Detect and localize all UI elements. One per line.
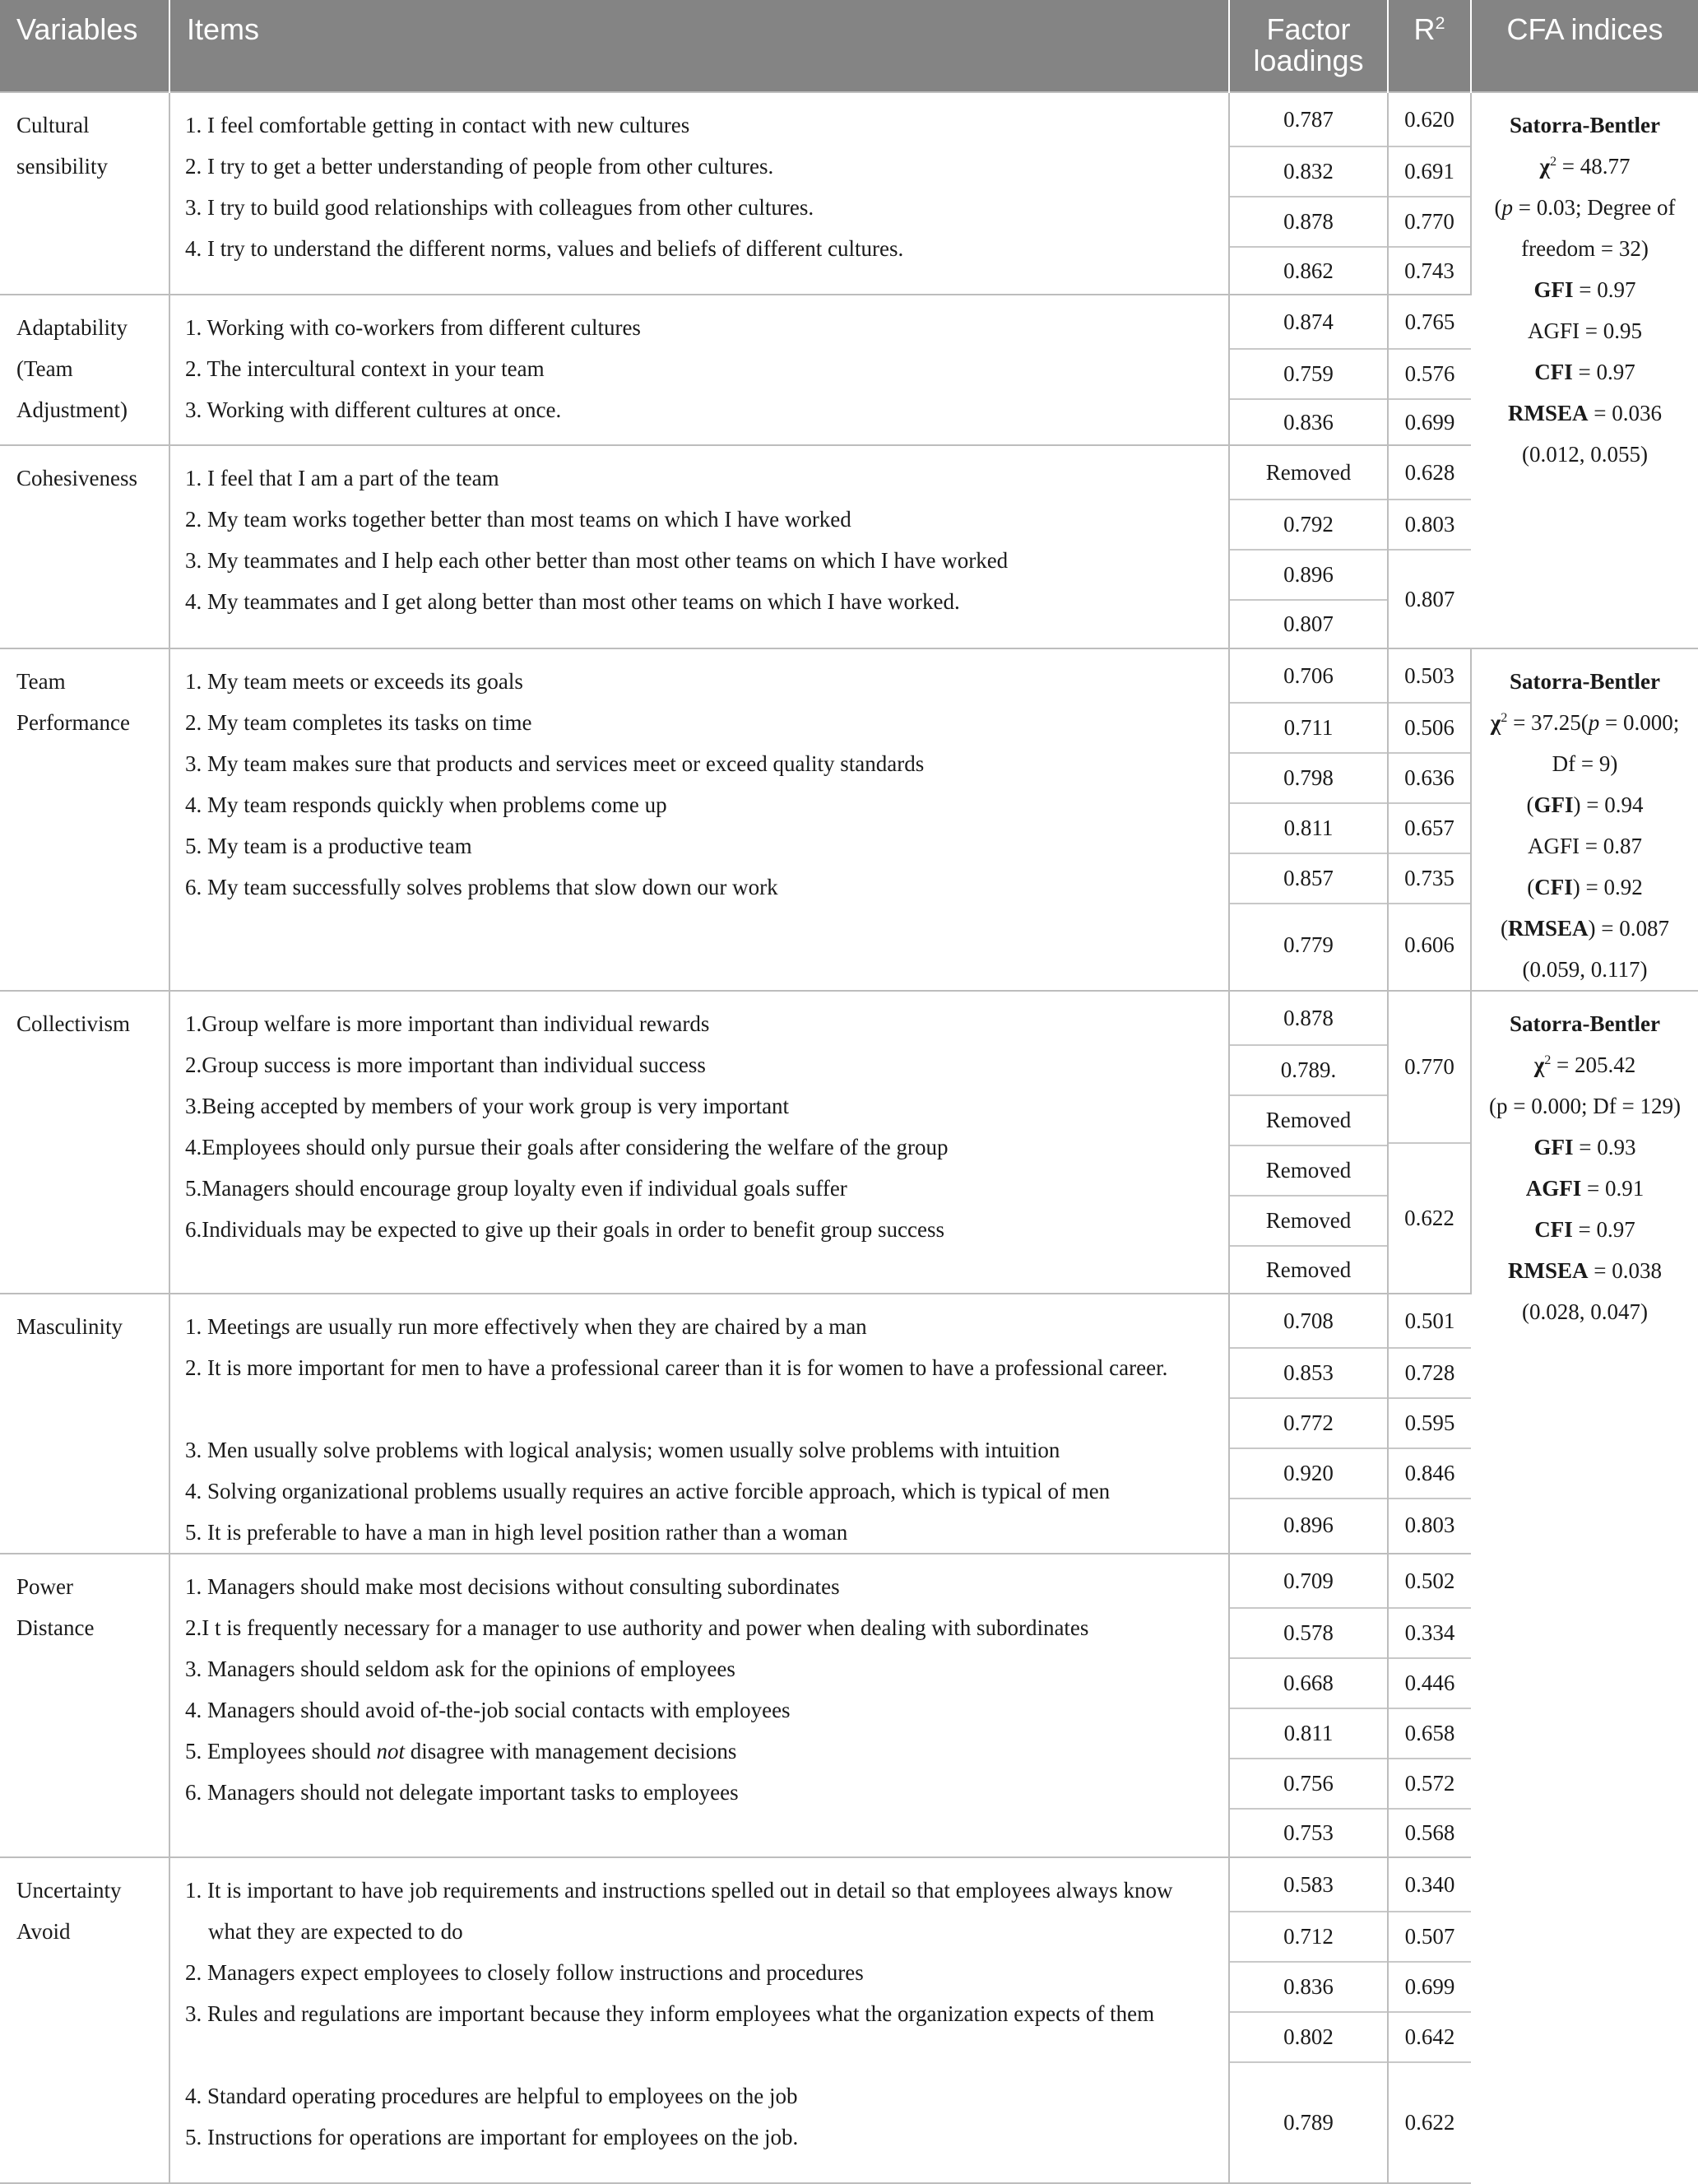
item-text: 1. Working with co-workers from different cultures [185, 315, 641, 340]
r2-value: 0.622 [1389, 1142, 1470, 1293]
r2-value: 0.699 [1389, 1961, 1471, 2011]
items-cell [169, 92, 1229, 295]
item-text: 2. My team works together better than most teams on which I have worked [185, 507, 851, 532]
variable-group-row [0, 1857, 1698, 2183]
item-text: 5. It is preferable to have a man in high level position rather than a woman [185, 1520, 848, 1545]
factor-loading-value: 0.668 [1230, 1657, 1387, 1708]
variable-name-cell [0, 1554, 169, 1857]
item-text: 4. My teammates and I get along better than most other teams on which I have worked. [185, 589, 960, 614]
cfa-line [1477, 393, 1693, 434]
factor-loading-value: 0.787 [1283, 106, 1334, 132]
item-text: 3. Managers should seldom ask for the opinions of employees [185, 1657, 735, 1681]
item-list [170, 1294, 1228, 1553]
item-text: 5. My team is a productive team [185, 834, 472, 858]
r2-value: 0.807 [1389, 549, 1471, 648]
factor-loading-value: 0.853 [1230, 1347, 1387, 1397]
factor-loading-value: 0.706 [1283, 662, 1334, 688]
r2-value: 0.502 [1404, 1568, 1455, 1593]
factor-loading-value: 0.789. [1230, 1044, 1387, 1094]
factor-loading-value-stack [1230, 446, 1387, 648]
factor-loading-value-stack [1230, 295, 1387, 444]
variable-name [0, 295, 169, 430]
factor-loading-value: 0.802 [1230, 2011, 1387, 2061]
variable-group-row [0, 648, 1698, 991]
r2-cell [1388, 1294, 1471, 1554]
factor-loading-value: 0.878 [1230, 196, 1387, 246]
header-cfa-indices: CFA indices [1471, 0, 1698, 92]
factor-loading-value: 0.578 [1230, 1607, 1387, 1657]
item-list [170, 992, 1228, 1250]
factor-loading-value: 0.862 [1230, 246, 1387, 294]
item-text: 3. My team makes sure that products and services meet or exceed quality standards [185, 751, 925, 776]
variable-group-row [0, 295, 1698, 445]
factor-loadings-cell [1229, 445, 1388, 648]
item-text: 3.Being accepted by members of your work group is very important [185, 1094, 790, 1118]
variable-name-line: Team [16, 669, 66, 694]
item-text: 3. My teammates and I help each other better than most other teams on which I have worked [185, 548, 1009, 573]
cfa-line [1477, 908, 1693, 949]
r2-cell [1388, 92, 1471, 295]
factor-loading-value: 0.712 [1230, 1911, 1387, 1961]
factor-loading-value: Removed [1230, 1195, 1387, 1245]
cfa-text: Satorra-Bentler [1510, 1011, 1660, 1036]
r2-value-stack [1389, 1554, 1471, 1856]
items-cell [169, 1857, 1229, 2183]
variable-name [0, 649, 169, 743]
r2-value: 0.628 [1404, 459, 1455, 485]
r2-cell [1388, 295, 1471, 445]
cfa-indices-cell [1471, 92, 1698, 648]
cfa-text: AGFI = 0.87 [1528, 834, 1642, 858]
header-factor-loadings-line2: loadings [1253, 44, 1364, 77]
cfa-text: GFI [1533, 792, 1574, 817]
cfa-line [1477, 1044, 1693, 1085]
r2-value-stack [1389, 649, 1470, 985]
cfa-text: Satorra-Bentler [1510, 113, 1660, 137]
cfa-text: ( [1501, 916, 1508, 941]
header-factor-loadings-line1: Factor [1266, 12, 1351, 46]
r2-cell [1388, 648, 1471, 991]
item-list [170, 649, 1228, 908]
factor-loading-value: 0.779 [1230, 903, 1387, 985]
r2-value: 0.334 [1389, 1607, 1471, 1657]
factor-loading-value-stack [1230, 93, 1387, 294]
item-text: 4. Managers should avoid of-the-job social contacts with employees [185, 1698, 791, 1722]
variable-name-line: Cultural [16, 113, 90, 137]
cfa-superscript: 2 [1544, 1053, 1552, 1067]
variable-name [0, 1858, 169, 1952]
header-r2-base: R [1413, 12, 1436, 46]
r2-value: 0.846 [1389, 1447, 1471, 1498]
factor-loading-value: Removed [1230, 1245, 1387, 1293]
cfa-text: = 0.97 [1572, 360, 1635, 384]
factor-loading-value-stack [1230, 1858, 1387, 2182]
cfa-line [1477, 743, 1693, 784]
r2-value: 0.765 [1404, 309, 1455, 334]
cfa-line [1477, 825, 1693, 867]
cfa-text: χ [1539, 154, 1550, 179]
r2-value: 0.446 [1389, 1657, 1471, 1708]
factor-loadings-cell [1229, 648, 1388, 991]
item-list [170, 295, 1228, 430]
variable-name-line: Power [16, 1574, 73, 1599]
cfa-text: RMSEA [1508, 916, 1589, 941]
r2-value: 0.642 [1389, 2011, 1471, 2061]
variable-name-line: Uncertainty [16, 1878, 122, 1903]
variable-name-cell [0, 648, 169, 991]
r2-cell [1388, 1857, 1471, 2183]
factor-loading-value: 0.874 [1283, 309, 1334, 334]
factor-loading-value: 0.711 [1230, 702, 1387, 752]
header-items: Items [169, 0, 1229, 92]
r2-cell [1388, 445, 1471, 648]
factor-loading-value: 0.772 [1230, 1397, 1387, 1447]
item-list [170, 93, 1228, 269]
variable-group-row [0, 1554, 1698, 1857]
factor-loading-value: 0.811 [1230, 802, 1387, 853]
r2-value-stack [1389, 992, 1470, 1293]
variable-name-line: Adaptability [16, 315, 128, 340]
cfa-line [1477, 146, 1693, 187]
r2-value: 0.568 [1389, 1808, 1471, 1856]
item-text: 1. I feel comfortable getting in contact with new cultures [185, 113, 690, 137]
cfa-text: ( [1526, 792, 1534, 817]
items-cell [169, 991, 1229, 1294]
cfa-text: p [1588, 710, 1600, 735]
item-text: 2. It is more important for men to have a professional career than it is for women to have a professional career. [185, 1355, 1168, 1380]
factor-loading-value: 0.789 [1230, 2061, 1387, 2182]
factor-loading-value: 0.836 [1230, 398, 1387, 444]
cfa-text: = 37.25( [1507, 710, 1589, 735]
r2-value: 0.803 [1389, 1498, 1471, 1550]
variable-name-line: Avoid [16, 1919, 71, 1944]
item-text: 1. I feel that I am a part of the team [185, 466, 499, 490]
cfa-line [1477, 949, 1693, 990]
emphasis-text: not [376, 1739, 405, 1763]
variable-name-line: (Team [16, 356, 73, 381]
factor-loading-value: 0.878 [1283, 1005, 1334, 1030]
cfa-superscript: 2 [1549, 154, 1557, 169]
r2-value: 0.735 [1389, 853, 1470, 903]
cfa-line [1477, 269, 1693, 310]
factor-loading-value: 0.753 [1230, 1808, 1387, 1856]
items-cell [169, 1294, 1229, 1554]
factor-loading-value: 0.896 [1230, 549, 1387, 599]
item-text: 3. I try to build good relationships with colleagues from other cultures. [185, 195, 814, 220]
header-r2 [1388, 0, 1471, 92]
variable-name-cell [0, 295, 169, 445]
r2-value-stack [1389, 295, 1471, 444]
item-text: 1. Managers should make most decisions without consulting subordinates [185, 1574, 840, 1599]
cfa-line [1477, 105, 1693, 146]
cfa-line [1477, 187, 1693, 228]
cfa-line [1477, 867, 1693, 908]
factor-loading-value: Removed [1230, 1145, 1387, 1195]
factor-loading-value: 0.756 [1230, 1758, 1387, 1808]
item-text: 2. The intercultural context in your team [185, 356, 545, 381]
cfa-line [1477, 702, 1693, 743]
r2-value: 0.622 [1389, 2061, 1471, 2182]
item-text: 4. I try to understand the different norms, values and beliefs of different cultures. [185, 236, 904, 261]
cfa-line [1477, 1085, 1693, 1127]
factor-loading-value: 0.759 [1230, 348, 1387, 398]
factor-loading-value-stack [1230, 649, 1387, 985]
header-row [0, 0, 1698, 92]
cfa-line [1477, 784, 1693, 825]
cfa-text: = 0.91 [1581, 1176, 1645, 1201]
variable-name-cell [0, 991, 169, 1294]
variable-group-row [0, 92, 1698, 295]
factor-loading-value: 0.807 [1230, 599, 1387, 648]
r2-value: 0.691 [1389, 146, 1470, 196]
variable-name [0, 992, 169, 1044]
r2-value: 0.506 [1389, 702, 1470, 752]
factor-loadings-cell [1229, 1857, 1388, 2183]
items-cell [169, 648, 1229, 991]
cfa-text: (0.028, 0.047) [1522, 1299, 1648, 1324]
cfa-text: freedom = 32) [1521, 236, 1649, 261]
cfa-text: = 205.42 [1551, 1053, 1636, 1077]
r2-value: 0.576 [1389, 348, 1471, 398]
cfa-text: AGFI = 0.95 [1528, 318, 1642, 343]
cfa-text: Satorra-Bentler [1510, 669, 1660, 694]
variable-group-row [0, 991, 1698, 1294]
item-list [170, 446, 1228, 622]
cfa-text: (0.012, 0.055) [1522, 442, 1648, 467]
factor-loading-value: 0.708 [1283, 1308, 1334, 1333]
cfa-text: p [1501, 195, 1514, 220]
variable-name [0, 93, 169, 187]
factor-loading-value: 0.709 [1283, 1568, 1334, 1593]
variable-name-cell [0, 1294, 169, 1554]
item-text: 5. Instructions for operations are important for employees on the job. [185, 2125, 799, 2149]
variable-name-line: sensibility [16, 154, 109, 179]
variable-name [0, 1294, 169, 1347]
cfa-text: = 0.000; [1599, 710, 1680, 735]
factor-loading-value-stack [1230, 1294, 1387, 1550]
variable-group-row [0, 1294, 1698, 1554]
header-factor-loadings [1229, 0, 1388, 92]
cfa-indices-cell [1471, 991, 1698, 2183]
factor-loadings-cell [1229, 1554, 1388, 1857]
item-text: 6. Managers should not delegate important tasks to employees [185, 1780, 739, 1805]
cfa-text: = 0.038 [1588, 1258, 1662, 1283]
cfa-text: ) = 0.087 [1588, 916, 1669, 941]
r2-value: 0.743 [1389, 246, 1470, 294]
item-text: 2.I t is frequently necessary for a manager to use authority and power when dealing with subordinates [185, 1615, 1089, 1640]
cfa-text: RMSEA [1508, 401, 1589, 425]
cfa-text: ) = 0.92 [1572, 875, 1643, 899]
item-text: 1. Meetings are usually run more effectively when they are chaired by a man [185, 1314, 867, 1339]
r2-cell [1388, 991, 1471, 1294]
variable-name-line: Collectivism [16, 1011, 130, 1036]
cfa-block [1472, 649, 1698, 990]
r2-value: 0.728 [1389, 1347, 1471, 1397]
items-cell [169, 295, 1229, 445]
cfa-text: (p = 0.000; Df = 129) [1489, 1094, 1681, 1118]
factor-loading-value: 0.811 [1230, 1708, 1387, 1758]
factor-loading-value: Removed [1265, 459, 1352, 485]
cfa-text: = 0.97 [1572, 1217, 1635, 1242]
r2-cell [1388, 1554, 1471, 1857]
factor-loading-value-stack [1230, 992, 1387, 1293]
cfa-text: GFI [1533, 277, 1574, 302]
factor-loadings-cell [1229, 295, 1388, 445]
cfa-line [1477, 661, 1693, 702]
r2-value: 0.770 [1404, 1054, 1454, 1079]
r2-value-stack [1389, 1858, 1471, 2182]
r2-value: 0.620 [1404, 106, 1454, 132]
cfa-line [1477, 434, 1693, 475]
r2-value: 0.595 [1389, 1397, 1471, 1447]
item-text: 3. Men usually solve problems with logical analysis; women usually solve problems with intuition [185, 1438, 1060, 1462]
cfa-indices-cell [1471, 648, 1698, 991]
factor-loadings-cell [1229, 92, 1388, 295]
cfa-text: = 48.77 [1556, 154, 1631, 179]
factor-loading-value: 0.798 [1230, 752, 1387, 802]
factor-loadings-cell [1229, 991, 1388, 1294]
r2-value: 0.606 [1389, 903, 1470, 985]
item-text: 3. Rules and regulations are important because they inform employees what the organization expects of them [185, 2001, 1155, 2026]
cfa-line [1477, 228, 1693, 269]
variable-name-cell [0, 1857, 169, 2183]
cfa-text: χ [1490, 710, 1501, 735]
cfa-line [1477, 1209, 1693, 1250]
items-cell [169, 1554, 1229, 1857]
cfa-superscript: 2 [1501, 710, 1508, 725]
cfa-text: RMSEA [1508, 1258, 1589, 1283]
items-cell [169, 445, 1229, 648]
item-text: 6.Individuals may be expected to give up their goals in order to benefit group success [185, 1217, 944, 1242]
item-list [170, 1858, 1228, 2158]
item-text: 3. Working with different cultures at once. [185, 397, 562, 422]
factor-loading-value: 0.920 [1230, 1447, 1387, 1498]
cfa-text: (0.059, 0.117) [1522, 957, 1648, 982]
item-text: 1. It is important to have job requirements and instructions spelled out in detail so that employees always know what they are expected to do [185, 1878, 1173, 1944]
r2-value: 0.572 [1389, 1758, 1471, 1808]
r2-value: 0.340 [1404, 1871, 1455, 1897]
factor-loading-value: 0.857 [1230, 853, 1387, 903]
header-r2-sup: 2 [1435, 12, 1445, 33]
cfa-text: GFI [1533, 1135, 1574, 1159]
cfa-block [1472, 992, 1698, 1332]
cfa-text: AGFI [1525, 1176, 1582, 1201]
factor-loading-value: 0.792 [1230, 499, 1387, 549]
cfa-line [1477, 1168, 1693, 1209]
item-text: 4.Employees should only pursue their goals after considering the welfare of the group [185, 1135, 949, 1159]
factor-loading-value: 0.583 [1283, 1871, 1334, 1897]
cfa-text: χ [1533, 1053, 1545, 1077]
cfa-text: = 0.93 [1573, 1135, 1636, 1159]
r2-value: 0.658 [1389, 1708, 1471, 1758]
cfa-line [1477, 351, 1693, 393]
r2-value-stack [1389, 93, 1470, 294]
factor-loading-value: Removed [1230, 1094, 1387, 1145]
factor-loading-value: 0.836 [1230, 1961, 1387, 2011]
cfa-text: CFI [1534, 1217, 1573, 1242]
variable-name-line: Cohesiveness [16, 466, 137, 490]
item-text: 5.Managers should encourage group loyalty even if individual goals suffer [185, 1176, 847, 1201]
cfa-line [1477, 1127, 1693, 1168]
item-text: 4. My team responds quickly when problems come up [185, 792, 667, 817]
cfa-line [1477, 1250, 1693, 1291]
factor-loadings-cell [1229, 1294, 1388, 1554]
r2-value: 0.503 [1404, 662, 1454, 688]
r2-value: 0.699 [1389, 398, 1471, 444]
variable-name-line: Distance [16, 1615, 95, 1640]
cfa-text: = 0.03; Degree of [1513, 195, 1676, 220]
variable-group-row [0, 445, 1698, 648]
item-text: 4. Solving organizational problems usually requires an active forcible approach, which is typical of men [185, 1479, 1111, 1503]
factor-loading-value: 0.832 [1230, 146, 1387, 196]
variable-name [0, 1554, 169, 1648]
cfa-line [1477, 1291, 1693, 1332]
r2-value: 0.657 [1389, 802, 1470, 853]
item-text: 2. My team completes its tasks on time [185, 710, 532, 735]
variable-name-cell [0, 445, 169, 648]
cfa-text: = 0.036 [1588, 401, 1662, 425]
item-text: 2.Group success is more important than individual success [185, 1053, 706, 1077]
cfa-text: ( [1527, 875, 1535, 899]
item-text: 1.Group welfare is more important than individual rewards [185, 1011, 710, 1036]
r2-value-stack [1389, 446, 1471, 648]
r2-value-stack [1389, 1294, 1471, 1550]
r2-value: 0.501 [1404, 1308, 1455, 1333]
r2-value: 0.636 [1389, 752, 1470, 802]
factor-loading-value-stack [1230, 1554, 1387, 1856]
r2-value: 0.803 [1389, 499, 1471, 549]
variable-name-cell [0, 92, 169, 295]
variable-name-line: Masculinity [16, 1314, 123, 1339]
item-text: 4. Standard operating procedures are helpful to employees on the job [185, 2084, 798, 2108]
item-text: 2. I try to get a better understanding of people from other cultures. [185, 154, 774, 179]
cfa-text: = 0.97 [1573, 277, 1636, 302]
variable-name [0, 446, 169, 499]
cfa-text: Df = 9) [1552, 751, 1618, 776]
item-text: 2. Managers expect employees to closely follow instructions and procedures [185, 1960, 864, 1985]
r2-value: 0.507 [1389, 1911, 1471, 1961]
cfa-text: ) = 0.94 [1573, 792, 1644, 817]
r2-value: 0.770 [1389, 196, 1470, 246]
variable-name-line: Performance [16, 710, 130, 735]
variable-name-line: Adjustment) [16, 397, 128, 422]
cfa-line [1477, 1003, 1693, 1044]
item-list [170, 1554, 1228, 1813]
cfa-block [1472, 93, 1698, 475]
cfa-text: CFI [1534, 875, 1573, 899]
header-variables: Variables [0, 0, 169, 92]
item-text: 1. My team meets or exceeds its goals [185, 669, 523, 694]
factor-loading-value: 0.896 [1230, 1498, 1387, 1550]
cfa-text: CFI [1534, 360, 1573, 384]
cfa-line [1477, 310, 1693, 351]
item-text: 5. Employees should not disagree with management decisions [185, 1739, 737, 1763]
item-text: 6. My team successfully solves problems that slow down our work [185, 875, 778, 899]
cfa-text: ( [1494, 195, 1502, 220]
